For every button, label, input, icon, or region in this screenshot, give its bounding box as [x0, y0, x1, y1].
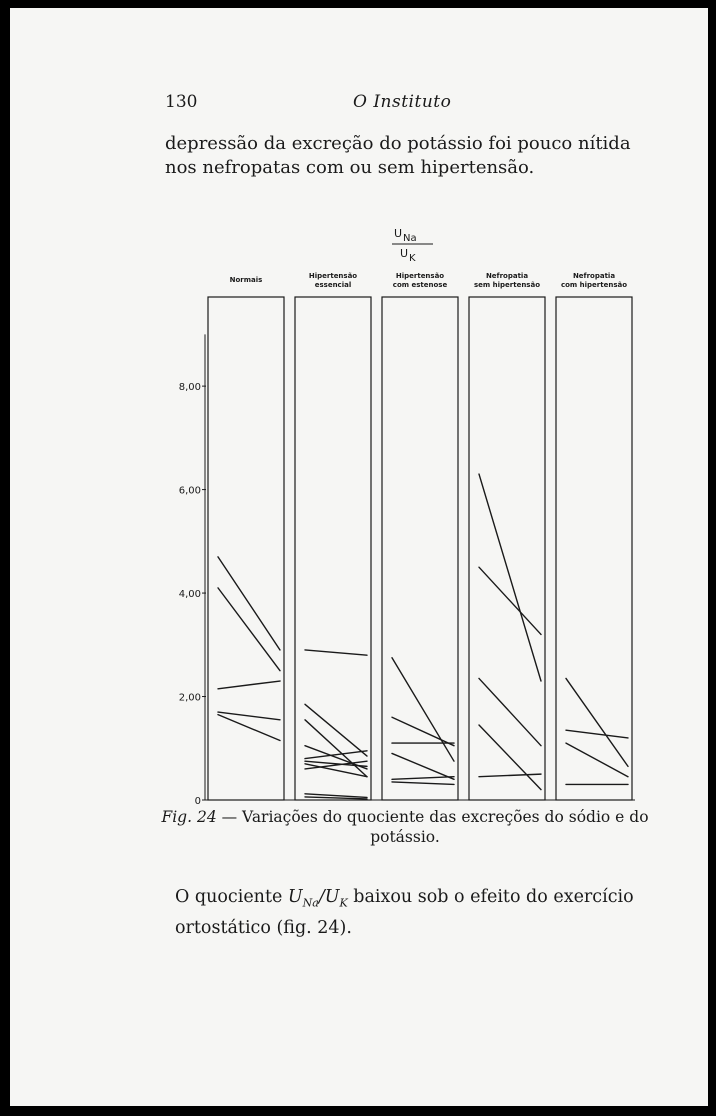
panel-3-series-4 [479, 774, 541, 777]
page-number: 130 [165, 92, 198, 112]
para2-sub1: Na [302, 896, 319, 910]
panel-2-series-1 [392, 717, 454, 745]
y-tick-label-0: 0 [194, 796, 201, 807]
panel-0-series-1 [218, 588, 280, 671]
panel-2-series-5 [392, 782, 454, 785]
y-tick-label-3: 6,00 [178, 485, 201, 497]
para2-post: baixou sob o efeito do exercício ortostático (fig. 24). [175, 887, 634, 938]
panel-0-series-0 [218, 557, 280, 650]
panel-0-label-1: Normais [229, 276, 263, 284]
title-numerator-sub: Na [403, 233, 417, 244]
panel-3-label-2: sem hipertensão [473, 281, 541, 289]
panel-0-series-2 [218, 681, 280, 689]
panel-2-series-3 [392, 753, 454, 779]
panel-1-label-1: Hipertensão [308, 272, 358, 280]
panel-2-series-0 [392, 658, 454, 761]
panel-4-label-2: com hipertensão [560, 281, 628, 289]
title-numerator-u: U [393, 227, 402, 240]
panel-3-frame [469, 297, 545, 800]
running-title: O Instituto [353, 92, 452, 112]
figure-24 [160, 215, 650, 815]
panel-4-frame [556, 297, 632, 800]
y-tick-label-2: 4,00 [178, 589, 201, 601]
panel-0-frame [208, 297, 284, 800]
page-header [165, 92, 635, 116]
caption-dash: — [216, 808, 243, 826]
para2-pre: O quociente [175, 887, 288, 907]
y-tick-label-1: 2,00 [178, 692, 201, 704]
panel-1-series-0 [305, 650, 367, 655]
panel-1-label-2: essencial [314, 281, 352, 289]
para2-var2: U [324, 887, 340, 907]
para2-var1: U [287, 887, 303, 907]
panel-2-frame [382, 297, 458, 800]
chart [160, 215, 650, 815]
para2-sub2: K [339, 896, 348, 910]
panel-1-frame [295, 297, 371, 800]
panel-4-label-1: Nefropatia [572, 272, 616, 280]
caption-label: Fig. 24 [161, 808, 217, 826]
title-denominator-u: U [399, 247, 408, 260]
para2-slash: / [318, 887, 325, 907]
title-denominator-sub: K [409, 253, 416, 264]
panel-4-series-2 [566, 743, 628, 777]
panel-4-series-1 [566, 730, 628, 738]
panel-2-label-1: Hipertensão [395, 272, 445, 280]
panel-4-series-0 [566, 678, 628, 766]
panel-2-series-4 [392, 777, 454, 780]
y-tick-label-4: 8,00 [178, 382, 201, 394]
paragraph-1: depressão da excreção do potássio foi pouco nítida nos nefropatas com ou sem hipertensão. [165, 133, 631, 178]
caption-text: Variações do quociente das excreções do sódio e do potássio. [242, 808, 649, 846]
figure-caption [160, 807, 650, 847]
paragraph-2 [175, 885, 645, 940]
panel-3-label-1: Nefropatia [485, 272, 529, 280]
panel-2-label-2: com estenose [392, 281, 448, 289]
